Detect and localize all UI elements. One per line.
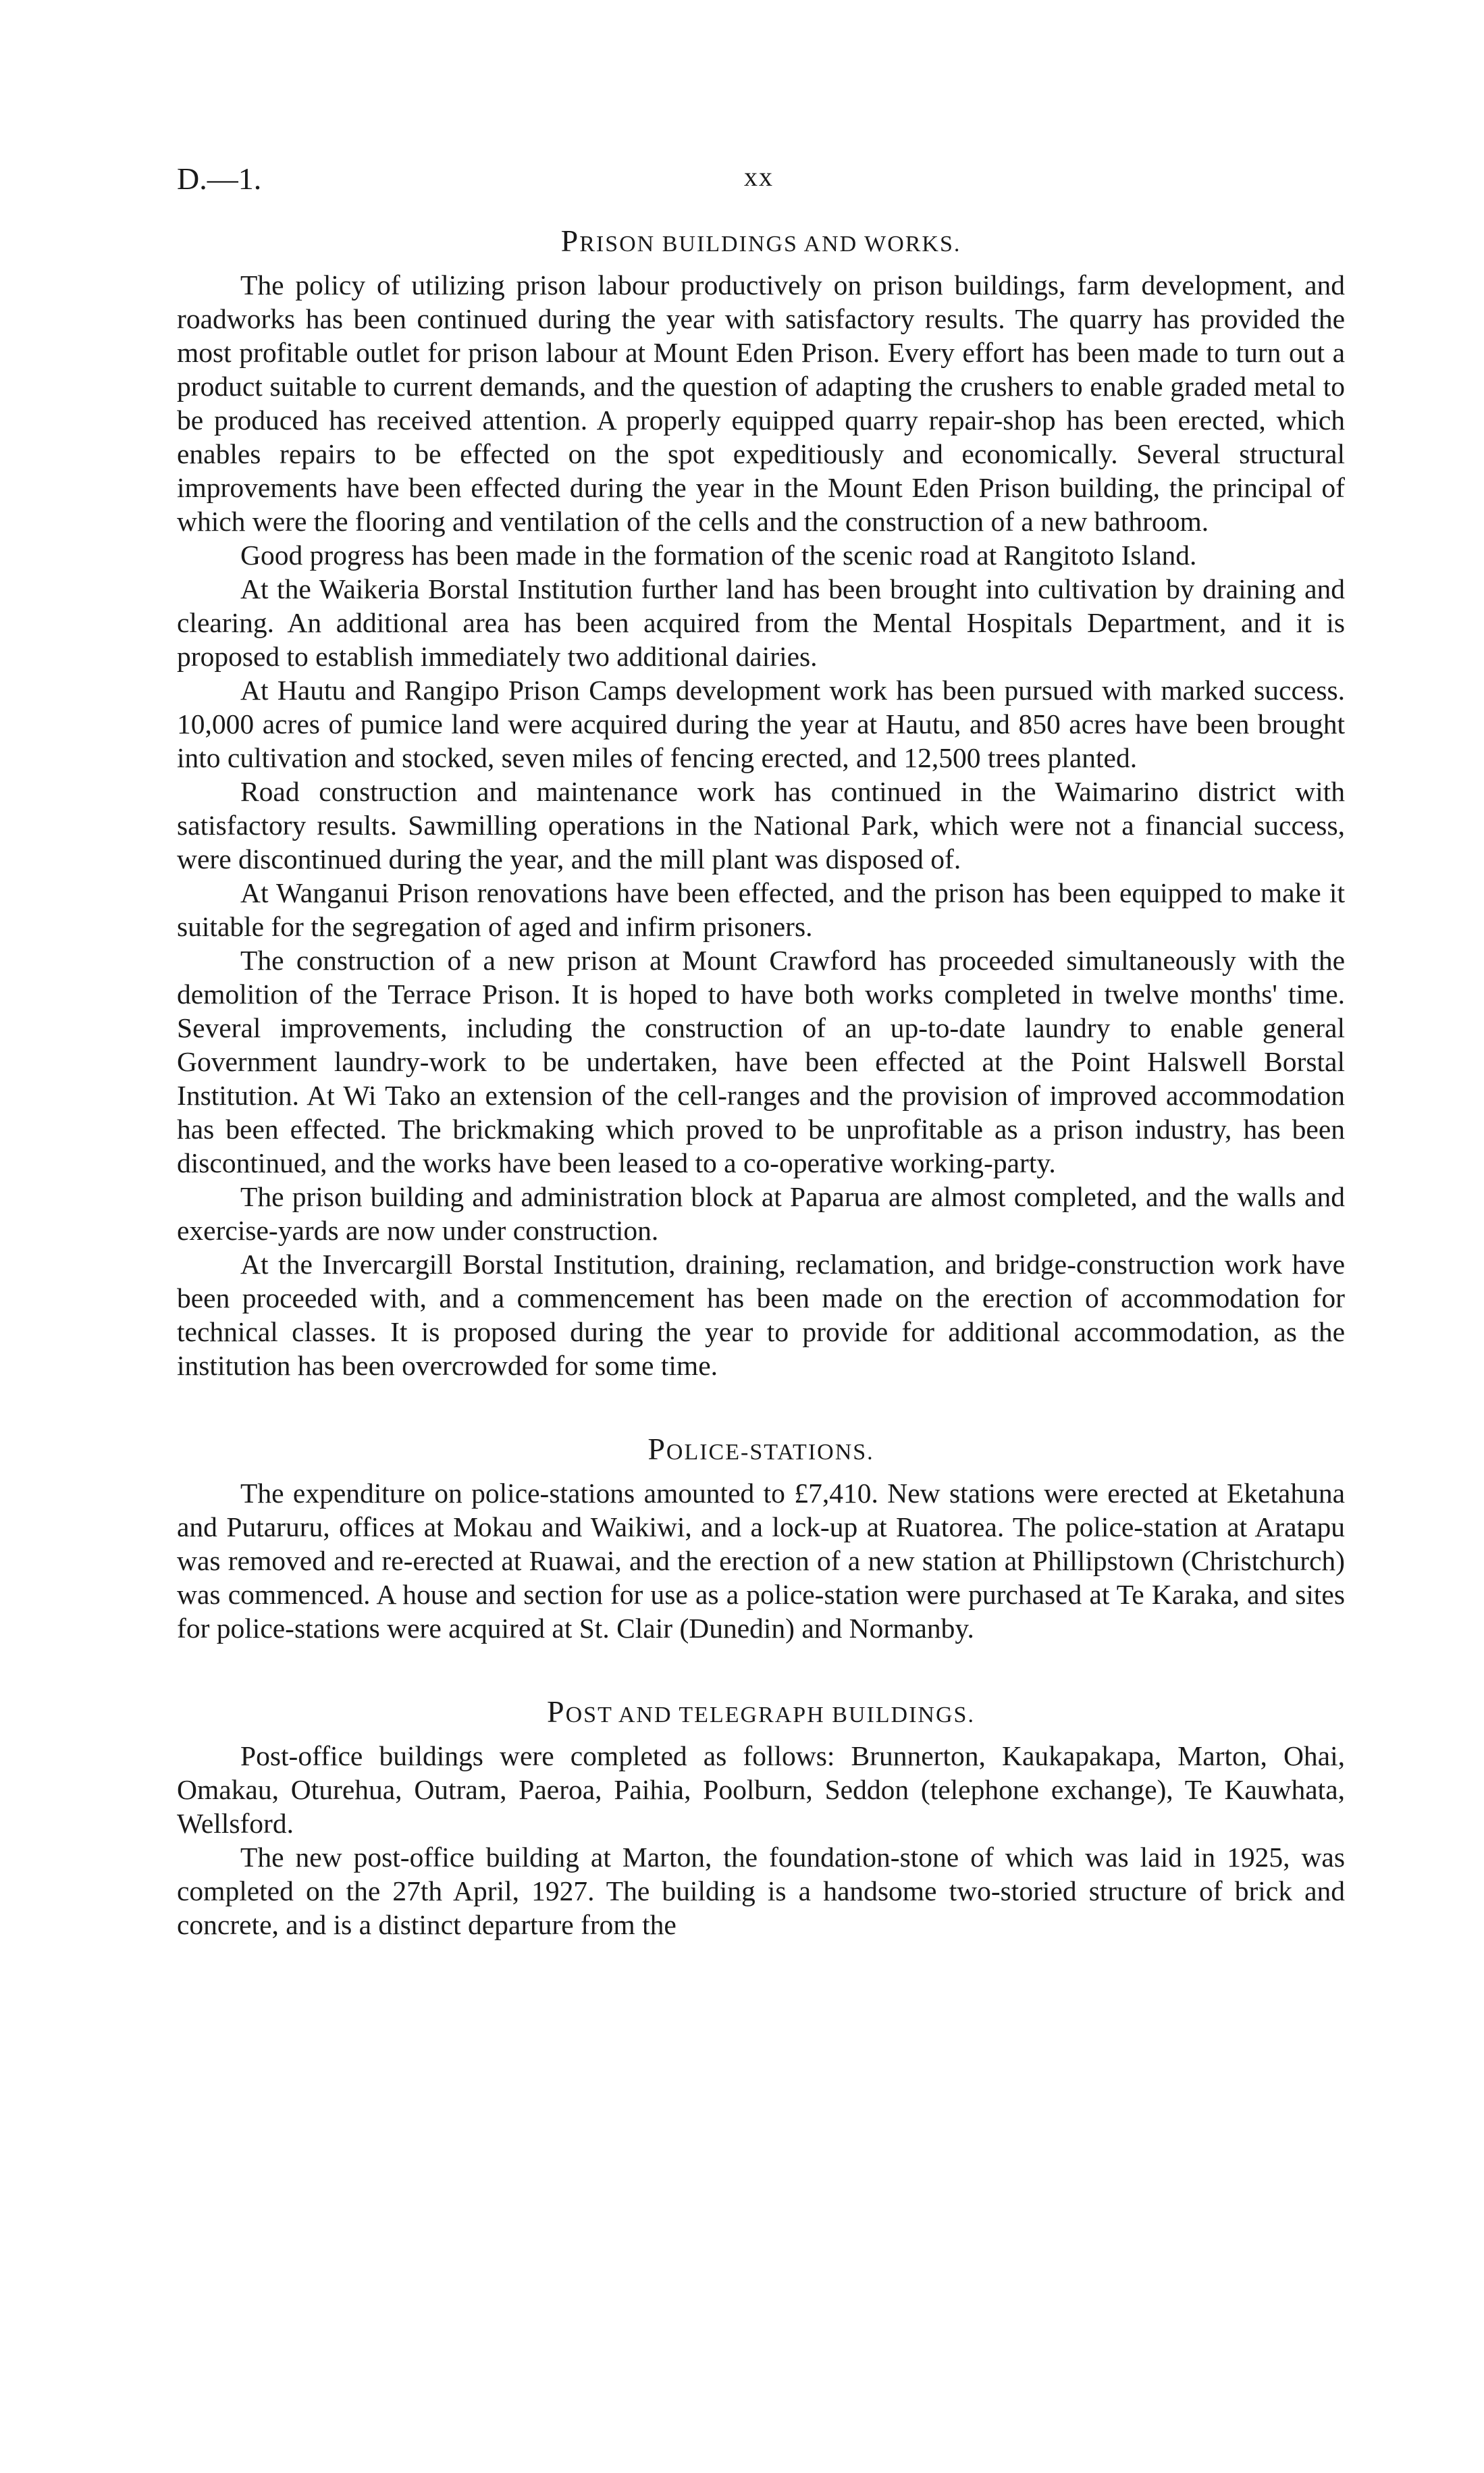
section-heading: POST AND TELEGRAPH BUILDINGS. <box>547 1694 975 1729</box>
section-heading: PRISON BUILDINGS AND WORKS. <box>560 224 961 258</box>
section-police-stations <box>177 1431 1345 1645</box>
section-prison-buildings <box>177 223 1345 1382</box>
paragraph: At the Invercargill Borstal Institution, draining, reclamation, and bridge-construction work have been proceeded with, and a commencement has been made on the erection of accommodation for technical classes. It is proposed during the year to provide for additional accommodation, as the institution has been overcrowded for some time. <box>177 1249 1345 1381</box>
paragraph: The prison building and administration block at Paparua are almost completed, and the walls and exercise-yards are now under construction. <box>177 1181 1345 1246</box>
paragraph: At Hautu and Rangipo Prison Camps development work has been pursued with marked success. 10,000 acres of pumice land were acquired during the year at Hautu, and 850 acres have been brought into cultivation and stocked, seven miles of fencing erected, and 12,500 trees planted. <box>177 675 1345 773</box>
paragraph: At Wanganui Prison renovations have been effected, and the prison has been equipped to make it suitable for the segregation of aged and infirm prisoners. <box>177 877 1345 942</box>
paragraph: At the Waikeria Borstal Institution further land has been brought into cultivation by draining and clearing. An additional area has been acquired from the Mental Hospitals Department, and it is proposed to establish immediately two additional dairies. <box>177 573 1345 672</box>
section-heading: POLICE-STATIONS. <box>647 1432 874 1466</box>
paragraph: The expenditure on police-stations amounted to £7,410. New stations were erected at Eketahuna and Putaruru, offices at Mokau and Waikiwi, and a lock-up at Ruatorea. The police-station at Aratapu was removed and re-erected at Ruawai, and the erection of a new station at Phillipstown (Christchurch) was commenced. A house and section for use as a police-station were purchased at Te Karaka, and sites for police-stations were acquired at St. Clair (Dunedin) and Normanby. <box>177 1478 1345 1644</box>
paragraph: Post-office buildings were completed as follows: Brunnerton, Kaukapakapa, Marton, Ohai, Omakau, Oturehua, Outram, Paeroa, Paihia, Poolburn, Seddon (telephone exchange), Te Kauwhata, Wellsford. <box>177 1740 1345 1839</box>
section-post-telegraph <box>177 1694 1345 1942</box>
paragraph: The construction of a new prison at Mount Crawford has proceeded simultaneously with the demolition of the Terrace Prison. It is hoped to have both works completed in twelve months' time. Several improvements, including the construction of an up-to-date laundry to enable general Government laundry-work to be undertaken, have been effected at the Point Halswell Borstal Institution. At Wi Tako an extension of the cell-ranges and the provision of improved accommodation has been effected. The brickmaking which proved to be unprofitable as a prison industry, has been discontinued, and the works have been leased to a co-operative working-party. <box>177 945 1345 1178</box>
paragraph: The new post-office building at Marton, the foundation-stone of which was laid in 1925, was completed on the 27th April, 1927. The building is a handsome two-storied structure of brick and concrete, and is a distinct departure from the <box>177 1842 1345 1940</box>
section-spacer <box>177 1382 1345 1431</box>
section-spacer <box>177 1645 1345 1694</box>
document-body <box>177 223 1345 1942</box>
page-number: xx <box>744 161 774 192</box>
paragraph: Good progress has been made in the formation of the scenic road at Rangitoto Island. <box>240 540 1197 571</box>
document-reference: D.—1. <box>177 161 262 196</box>
paragraph: The policy of utilizing prison labour productively on prison buildings, farm development, and roadworks has been continued during the year with satisfactory results. The quarry has provided the most profitable outlet for prison labour at Mount Eden Prison. Every effort has been made to turn out a product suitable to current demands, and the question of adapting the crushers to enable graded metal to be produced has received attention. A properly equipped quarry repair-shop has been erected, which enables repairs to be effected on the spot expeditiously and economically. Several structural improvements have been effected during the year in the Mount Eden Prison building, the principal of which were the flooring and ventilation of the cells and the construction of a new bathroom. <box>177 269 1345 537</box>
paragraph: Road construction and maintenance work has continued in the Waimarino district with satisfactory results. Sawmilling operations in the National Park, which were not a financial success, were discontinued during the year, and the mill plant was disposed of. <box>177 776 1345 875</box>
